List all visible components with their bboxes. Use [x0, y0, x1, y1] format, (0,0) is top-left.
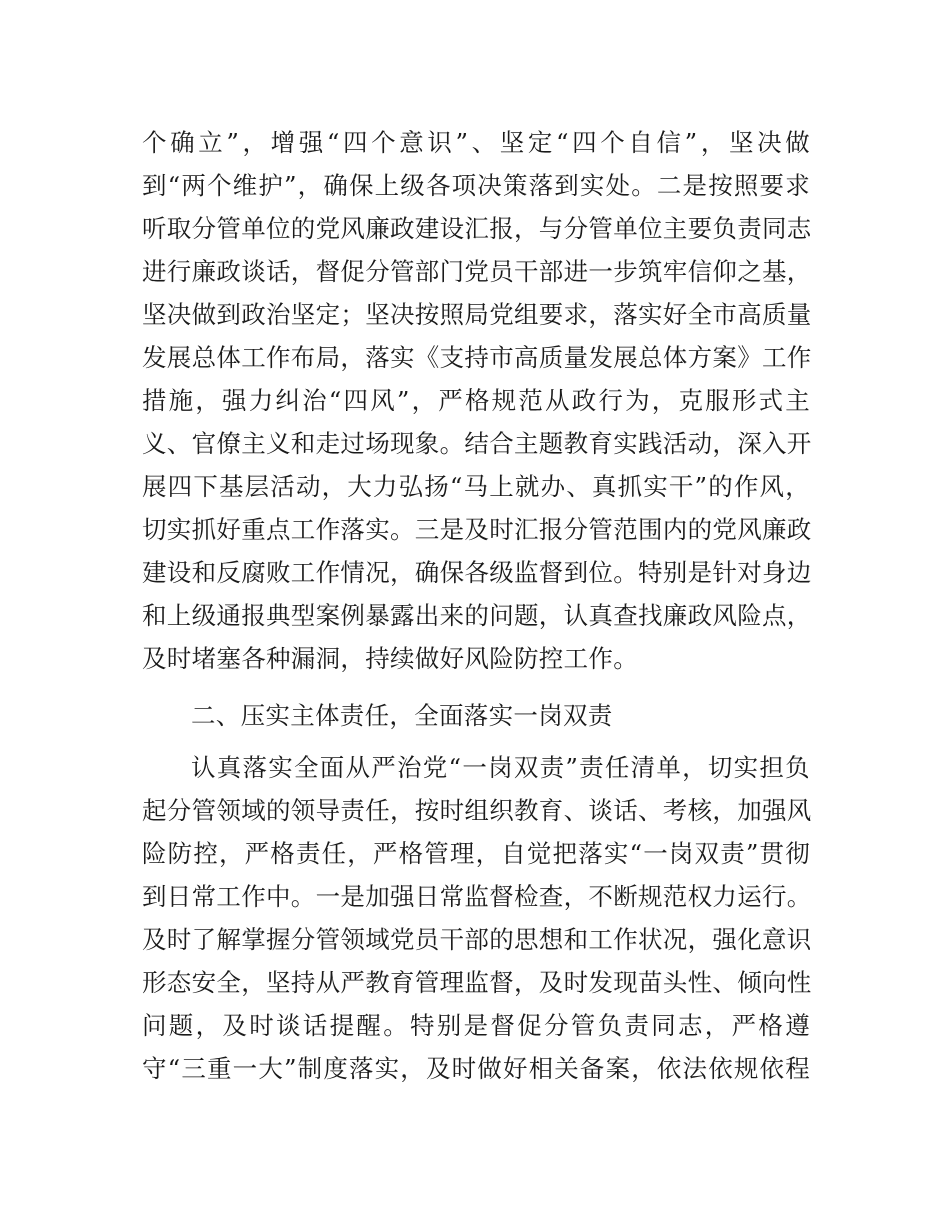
paragraph-1-line: 措施，强力纠治“四风”，严格规范从政行为，克服形式主 [142, 386, 810, 415]
paragraph-1-line: 建设和反腐败工作情况，确保各级监督到位。特别是针对身边 [142, 558, 812, 587]
paragraph-2-line: 守“三重一大”制度落实，及时做好相关备案，依法依规依程 [142, 1054, 810, 1083]
paragraph-1-line: 及时堵塞各种漏洞，持续做好风险防控工作。 [142, 644, 638, 673]
paragraph-1-line: 坚决做到政治坚定；坚决按照局党组要求，落实好全市高质量 [142, 300, 812, 329]
paragraph-2-line: 起分管领域的领导责任，按时组织教育、谈话、考核，加强风 [142, 796, 812, 825]
paragraph-1-line: 展四下基层活动，大力弘扬“马上就办、真抓实干”的作风， [142, 472, 810, 501]
paragraph-1-line: 发展总体工作布局，落实《支持市高质量发展总体方案》工作 [142, 343, 812, 372]
paragraph-1-line: 切实抓好重点工作落实。三是及时汇报分管范围内的党风廉政 [142, 515, 812, 544]
section-heading: 二、压实主体责任，全面落实一岗双责 [191, 701, 613, 730]
paragraph-1 [142, 121, 810, 680]
paragraph-1-line: 和上级通报典型案例暴露出来的问题，认真查找廉政风险点， [142, 601, 812, 630]
paragraph-2 [142, 746, 810, 1090]
paragraph-1-line: 听取分管单位的党风廉政建设汇报，与分管单位主要负责同志 [142, 214, 812, 243]
section-2-heading-block [142, 694, 810, 737]
paragraph-1-line: 到“两个维护”，确保上级各项决策落到实处。二是按照要求 [142, 171, 810, 200]
paragraph-2-line: 及时了解掌握分管领域党员干部的思想和工作状况，强化意识 [142, 925, 812, 954]
paragraph-2-line: 认真落实全面从严治党“一岗双责”责任清单，切实担负 [191, 753, 810, 782]
paragraph-2-line: 到日常工作中。一是加强日常监督检查，不断规范权力运行。 [142, 882, 812, 911]
paragraph-2-line: 险防控，严格责任，严格管理，自觉把落实“一岗双责”贯彻 [142, 839, 810, 868]
paragraph-1-line: 义、官僚主义和走过场现象。结合主题教育实践活动，深入开 [142, 429, 812, 458]
paragraph-1-line: 进行廉政谈话，督促分管部门党员干部进一步筑牢信仰之基， [142, 257, 812, 286]
paragraph-1-line: 个确立”，增强“四个意识”、坚定“四个自信”，坚决做 [142, 128, 810, 157]
paragraph-2-line: 问题，及时谈话提醒。特别是督促分管负责同志，严格遵 [142, 1011, 810, 1040]
paragraph-2-line: 形态安全，坚持从严教育管理监督，及时发现苗头性、倾向性 [142, 968, 812, 997]
